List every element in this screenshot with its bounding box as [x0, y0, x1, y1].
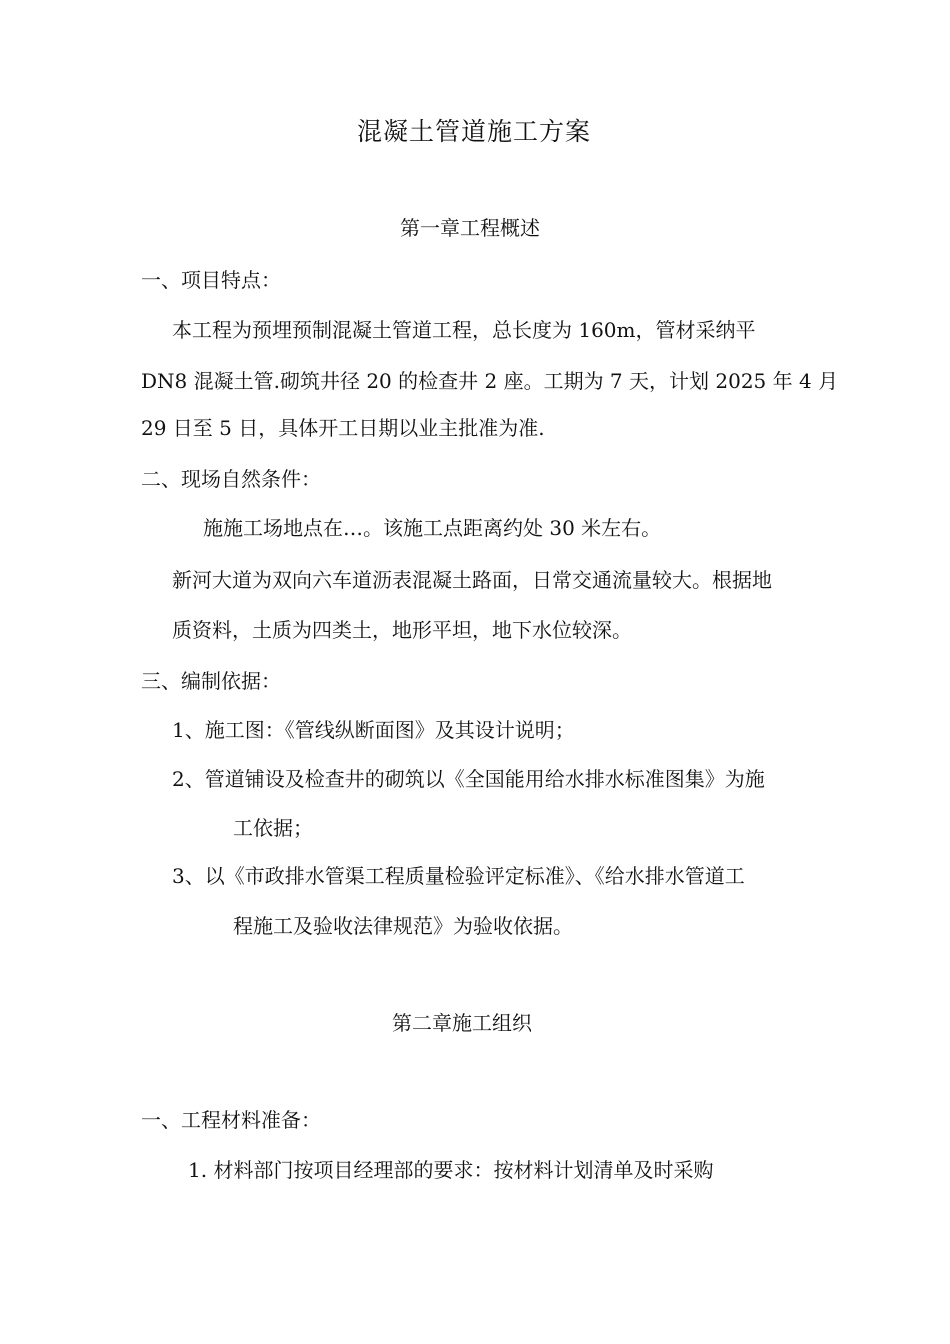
section-3-heading: 三、编制依据：	[141, 669, 281, 693]
paragraph-line: 本工程为预埋预制混凝土管道工程，总长度为 160m，管材采纳平	[172, 318, 756, 342]
list-item: 3、以《市政排水管渠工程质量检验评定标准》、《给水排水管道工	[172, 864, 745, 888]
paragraph-line: 新河大道为双向六车道沥表混凝土路面，日常交通流量较大。根据地	[172, 568, 772, 592]
paragraph-line: DN8 混凝土管.砌筑井径 20 的检查井 2 座。工期为 7 天，计划 2025 年 4 月	[141, 369, 839, 393]
document-title: 混凝土管道施工方案	[357, 117, 592, 146]
list-item-continuation: 程施工及验收法律规范》为验收依据。	[233, 914, 573, 938]
paragraph-line: 29 日至 5 日，具体开工日期以业主批准为准.	[141, 416, 545, 440]
list-item: 1. 材料部门按项目经理部的要求：按材料计划清单及时采购	[188, 1158, 714, 1182]
list-item: 2、管道铺设及检查井的砌筑以《全国能用给水排水标准图集》为施	[172, 767, 765, 791]
list-item: 1、施工图：《管线纵断面图》及其设计说明；	[172, 718, 575, 742]
paragraph-line: 施施工场地点在…。该施工点距离约处 30 米左右。	[203, 516, 662, 540]
section-heading: 一、工程材料准备：	[141, 1108, 321, 1132]
paragraph-line: 质资料，土质为四类土，地形平坦，地下水位较深。	[172, 618, 632, 642]
section-2-heading: 二、现场自然条件：	[141, 467, 321, 491]
section-1-heading: 一、项目特点：	[141, 268, 281, 292]
list-item-continuation: 工依据；	[233, 816, 313, 840]
chapter-1-heading: 第一章工程概述	[400, 216, 540, 240]
chapter-2-heading: 第二章施工组织	[392, 1011, 532, 1035]
